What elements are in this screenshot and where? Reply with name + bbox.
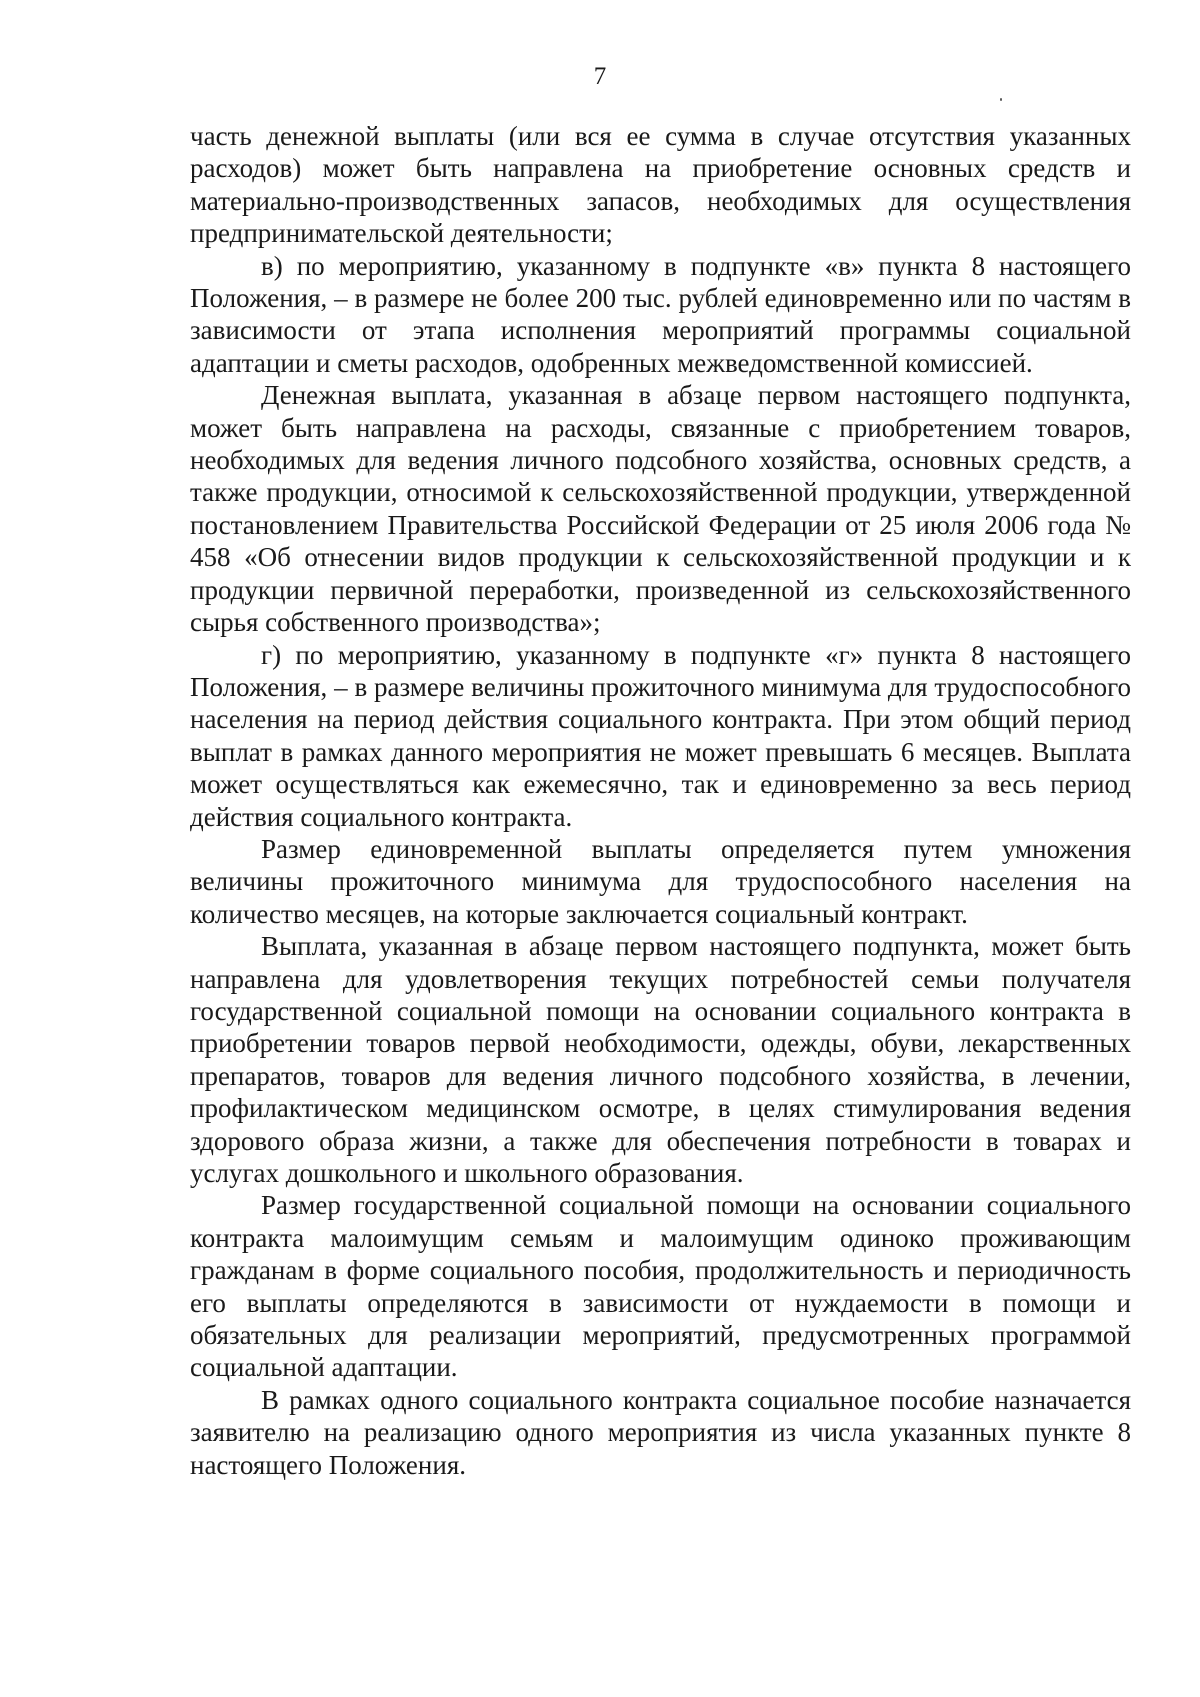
scan-speck (1000, 98, 1002, 101)
paragraph-payment-purpose: Выплата, указанная в абзаце первом настоящего подпункта, может быть направлена для удовлетворения текущих потребностей семьи получателя государственной социальной помощи на основании социального контракта в приобретении товаров первой необходимости, одежды, обуви, лекарственных препаратов, товаров для ведения личного подсобного хозяйства, в лечении, профилактическом медицинском осмотре, в целях стимулирования ведения здорового образа жизни, а также для обеспечения потребности в товарах и услугах дошкольного и школьного образования. (190, 931, 1131, 1188)
paragraph-payment-usage: Денежная выплата, указанная в абзаце первом настоящего подпункта, может быть направлена на расходы, связанные с приобретением товаров, необходимых для ведения личного подсобного хозяйства, основных средств, а также продукции, относимой к сельскохозяйственной продукции, утвержденной постановлением Правительства Российской Федерации от 25 июля 2006 года № 458 «Об отнесении видов продукции к сельскохозяйственной продукции и к продукции первичной переработки, произведенной из сельскохозяйственного сырья собственного производства»; (190, 380, 1131, 638)
paragraph-subitem-v: в) по мероприятию, указанному в подпункте «в» пункта 8 настоящего Положения, – в размере не более 200 тыс. рублей единовременно или по частям в зависимости от этапа исполнения мероприятий программы социальной адаптации и сметы расходов, одобренных межведомственной комиссией. (190, 250, 1131, 378)
document-body (190, 120, 1131, 1481)
paragraph-assistance-size: Размер государственной социальной помощи на основании социального контракта малоимущим семьям и малоимущим одиноко проживающим гражданам в форме социального пособия, продолжительность и периодичность его выплаты определяются в зависимости от нуждаемости в помощи и обязательных для реализации мероприятий, предусмотренных программой социальной адаптации. (190, 1190, 1131, 1383)
paragraph-subitem-g: г) по мероприятию, указанному в подпункте «г» пункта 8 настоящего Положения, – в размере величины прожиточного минимума для трудоспособного населения на период действия социального контракта. При этом общий период выплат в рамках данного мероприятия не может превышать 6 месяцев. Выплата может осуществляться как ежемесячно, так и единовременно за весь период действия социального контракта. (190, 639, 1131, 832)
paragraph-single-measure: В рамках одного социального контракта социальное пособие назначается заявителю на реализацию одного мероприятия из числа указанных пункте 8 настоящего Положения. (190, 1384, 1131, 1480)
paragraph-continuation: часть денежной выплаты (или вся ее сумма в случае отсутствия указанных расходов) может быть направлена на приобретение основных средств и материально-производственных запасов, необходимых для осуществления предпринимательской деятельности; (190, 121, 1131, 249)
page-number: 7 (593, 63, 607, 90)
paragraph-lump-sum-size: Размер единовременной выплаты определяется путем умножения величины прожиточного минимума для трудоспособного населения на количество месяцев, на которые заключается социальный контракт. (190, 833, 1131, 929)
